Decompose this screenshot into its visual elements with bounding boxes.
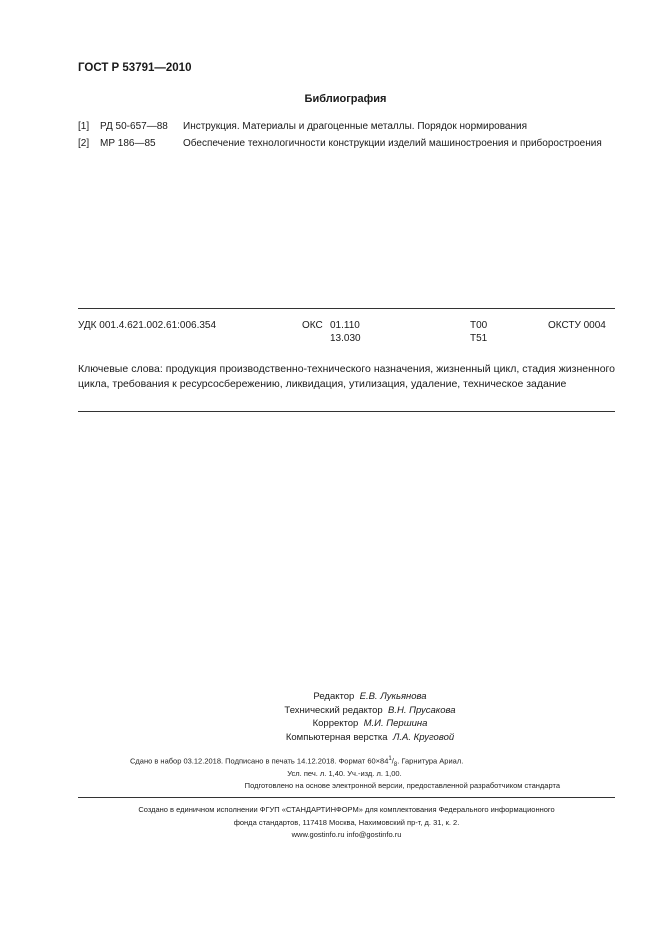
keywords: Ключевые слова: продукция производственно-технического назначения, жизненный цикл, стадия жизненного цикла, требования к ресурсосбережению, ликвидация, утилизация, удаление, техническое задание: [78, 363, 615, 390]
bibliography-item-code: РД 50-657—88: [100, 121, 168, 132]
bibliography-item: [78, 138, 602, 149]
imprint-line-1: Сдано в набор 03.12.2018. Подписано в печать 14.12.2018. Формат $60\times 84^1/_8$. Гарнитура Ариал.: [130, 756, 464, 768]
credit-corrector-name: М.И. Першина: [363, 718, 428, 729]
t-code-1: Т00: [470, 320, 488, 331]
footer-line-1: Создано в единичном исполнении ФГУП «СТАНДАРТИНФОРМ» для комплектования Федерального информационного: [138, 805, 555, 814]
bibliography-item-code: МР 186—85: [100, 138, 156, 149]
credit-corrector: [200, 717, 540, 731]
oks-label: ОКС: [302, 320, 323, 331]
divider-middle: [78, 411, 615, 412]
credit-tech-editor-name: В.Н. Прусакова: [388, 704, 456, 716]
credit-layout: [200, 731, 540, 745]
bibliography-title: Библиография: [304, 93, 387, 105]
credit-tech-editor-label: Технический редактор: [284, 704, 383, 716]
oks-code-2: 13.030: [330, 333, 361, 344]
okstu-code: ОКСТУ 0004: [548, 320, 606, 331]
credits-block: [200, 690, 540, 744]
bibliography-item: [78, 121, 527, 132]
imprint-line-1-text: Сдано в набор 03.12.2018. Подписано в печать 14.12.2018. Формат 60×84: [130, 756, 389, 766]
document-id: ГОСТ Р 53791—2010: [78, 62, 192, 74]
oks-code-1: 01.110: [330, 320, 360, 331]
credit-tech-editor: [200, 704, 540, 718]
bibliography-item-number: [2]: [78, 138, 90, 149]
imprint-line-2: Усл. печ. л. 1,40. Уч.-изд. л. 1,00.: [287, 769, 402, 778]
udk-code: УДК 001.4.621.002.61:006.354: [78, 320, 217, 331]
imprint-line-1-end: . Гарнитура Ариал.: [397, 756, 464, 766]
credit-corrector-label: Корректор: [312, 718, 359, 729]
credit-editor-name: Е.В. Лукьянова: [359, 691, 427, 702]
divider-bottom: [78, 797, 615, 798]
imprint-line-3: Подготовлено на основе электронной версии, предоставленной разработчиком стандарта: [244, 781, 560, 790]
imprint-format-sup: 1: [388, 756, 392, 762]
footer-line-2: фонда стандартов, 117418 Москва, Нахимовский пр-т, д. 31, к. 2.: [233, 817, 460, 827]
footer-line-3: www.gostinfo.ru info@gostinfo.ru: [291, 830, 402, 839]
bibliography-item-number: [1]: [78, 121, 90, 132]
publisher-footer: [78, 804, 615, 842]
credit-layout-label: Компьютерная верстка: [285, 731, 388, 743]
bibliography-item-text: Инструкция. Материалы и драгоценные металлы. Порядок нормирования: [183, 121, 528, 132]
credit-editor-label: Редактор: [313, 691, 355, 702]
credit-editor: [200, 690, 540, 704]
bibliography-item-text: Обеспечение технологичности конструкции изделий машиностроения и приборостроения: [183, 138, 602, 149]
imprint-format-sub: 8: [393, 762, 398, 768]
credit-layout-name: Л.А. Круговой: [392, 731, 455, 743]
t-code-2: Т51: [470, 333, 488, 344]
divider-top: [78, 308, 615, 309]
